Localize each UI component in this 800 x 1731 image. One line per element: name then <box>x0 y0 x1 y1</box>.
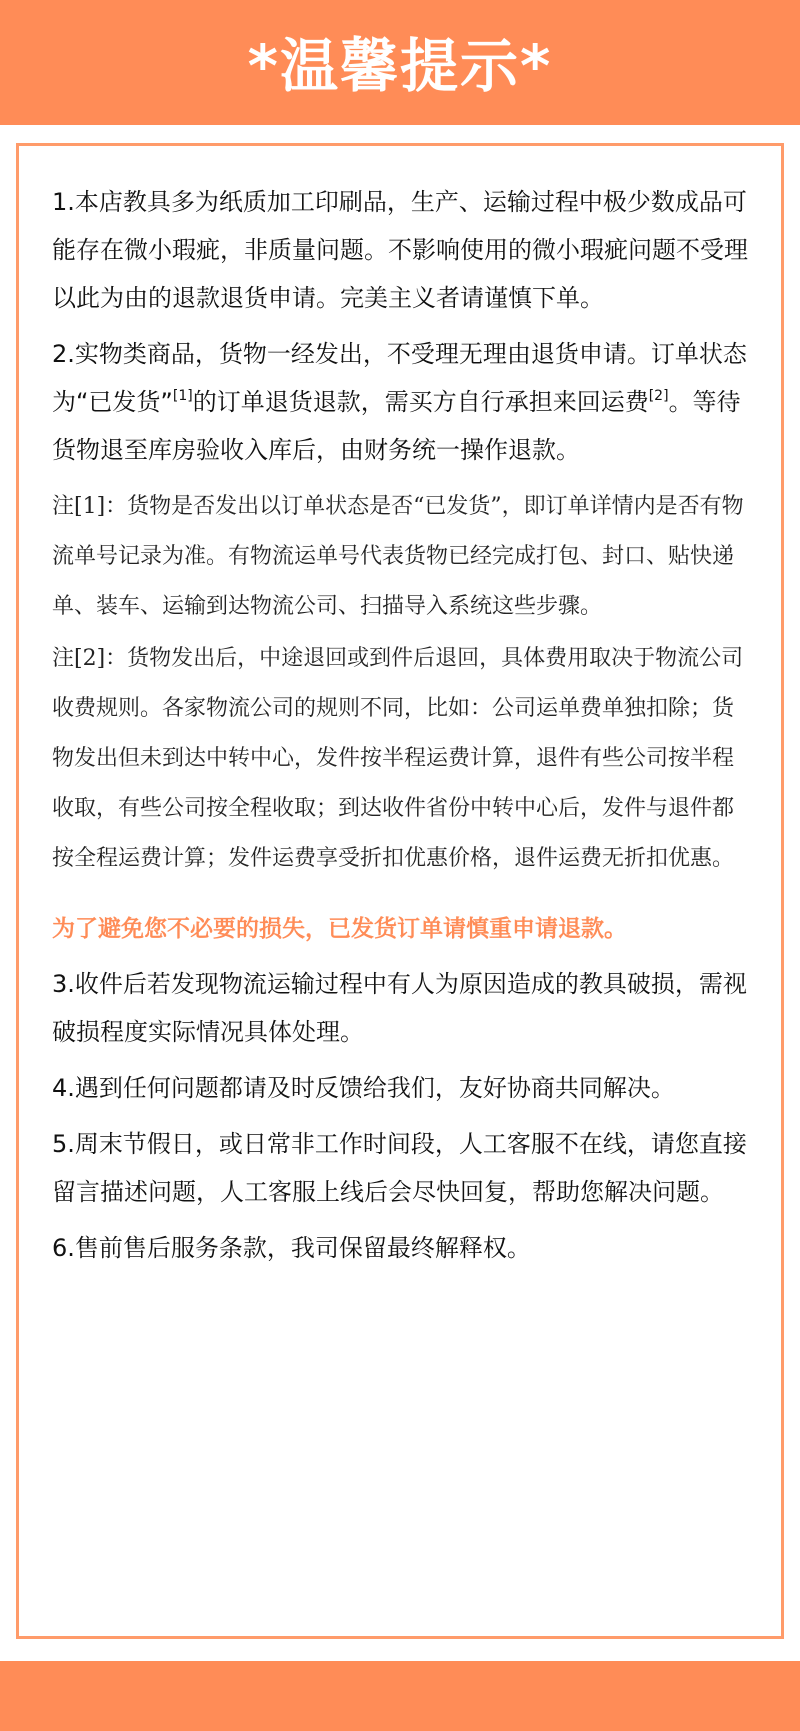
footnote-ref-2: [2] <box>648 388 669 404</box>
notice-item-2-text-b: 的订单退货退款，需买方自行承担来回运费 <box>192 388 649 416</box>
footnote-2: 注[2]：货物发出后，中途退回或到件后退回，具体费用取决于物流公司收费规则。各家物流公司的规则不同，比如：公司运单费单独扣除；货物发出但未到达中转中心，发件按半程运费计算，退件有些公司按半程收取，有些公司按全程收取；到达收件省份中转中心后，发件与退件都按全程运费计算；发件运费享受折扣优惠价格，退件运费无折扣优惠。 <box>52 646 744 871</box>
page-title: *温馨提示* <box>247 31 553 100</box>
notice-item-2-text-c: 。等待货物退至库房验收入库后，由财务统一操作退款。 <box>52 388 741 464</box>
notice-content <box>52 178 752 1280</box>
footnote-1: 注[1]：货物是否发出以订单状态是否“已发货”，即订单详情内是否有物流单号记录为准。有物流运单号代表货物已经完成打包、封口、贴快递单、装车、运输到达物流公司、扫描导入系统这些步骤。 <box>52 494 744 619</box>
notice-item-6: 6.售前售后服务条款，我司保留最终解释权。 <box>52 1234 531 1262</box>
notice-item-2-text-a: 2.实物类商品，货物一经发出，不受理无理由退货申请。订单状态为“已发货” <box>52 340 747 416</box>
notice-item-5: 5.周末节假日，或日常非工作时间段，人工客服不在线，请您直接留言描述问题，人工客服上线后会尽快回复，帮助您解决问题。 <box>52 1130 747 1206</box>
notice-item-2 <box>52 330 752 474</box>
header-banner <box>0 0 800 125</box>
notice-item-1: 1.本店教具多为纸质加工印刷品，生产、运输过程中极少数成品可能存在微小瑕疵，非质量问题。不影响使用的微小瑕疵问题不受理以此为由的退款退货申请。完美主义者请谨慎下单。 <box>52 188 748 312</box>
notice-item-3: 3.收件后若发现物流运输过程中有人为原因造成的教具破损，需视破损程度实际情况具体处理。 <box>52 970 747 1046</box>
refund-warning: 为了避免您不必要的损失，已发货订单请慎重申请退款。 <box>52 916 627 942</box>
footnote-ref-1: [1] <box>172 388 193 404</box>
notice-item-4: 4.遇到任何问题都请及时反馈给我们，友好协商共同解决。 <box>52 1074 675 1102</box>
footer-bar <box>0 1661 800 1731</box>
